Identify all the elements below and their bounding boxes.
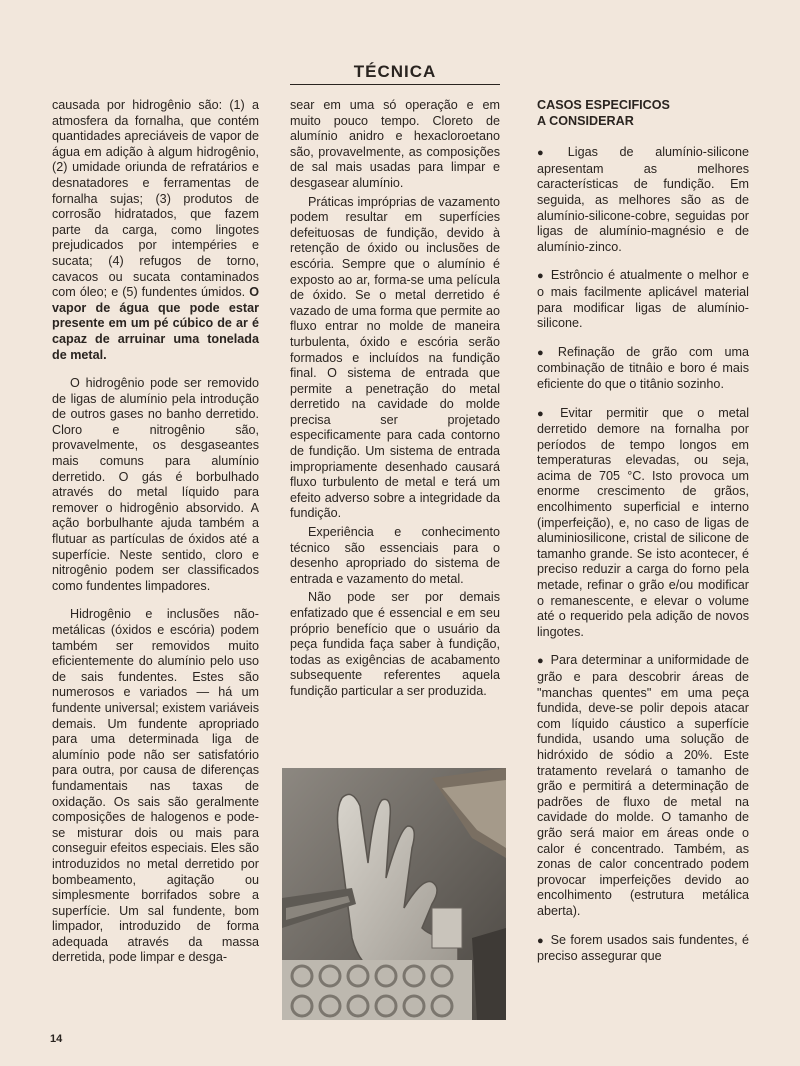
paragraph: Hidrogênio e inclusões não-metálicas (óxidos e escória) podem também ser removidos muito eficientemente do alumínio pelo uso de sais fundentes. Estes são numerosos e variados — há um fundente universal; existem variáveis demais. Um fundente apropriado para uma determinada liga de alumínio pode não ser satisfatório para outra, por causa de diferenças fundamentais nas taxas de oxidação. Os sais são geralmente composições de halogenos e pode-se misturar dois ou mais para conseguir efeitos especiais. Eles são introduzidos no metal derretido por bombeamento, agitação ou simplesmente borrifados sobre a superfície. Um sal fundente, bom limpador, introduzido de forma adequada através da massa derretida, pode limpar e desga- [52,607,259,965]
paragraph: sear em uma só operação e em muito pouco tempo. Cloreto de alumínio anidro e hexacloroetano são, provavelmente, as composições de sal mais usadas para limpar e desgasear alumínio. [290,98,500,190]
emphasis-text: O vapor de água que pode estar presente em um pé cúbico de ar é capaz de arruinar uma tonelada de metal. [52,285,259,362]
section-heading-line: CASOS ESPECIFICOS [537,98,670,112]
paragraph: Práticas impróprias de vazamento podem resultar em superfícies defeituosas de fundição, devido à retenção de óxido ou inclusões de escória. Sempre que o alumínio é exposto ao ar, forma-se uma película de óxido. Se o metal derretido é vazado de uma forma que permite ao fluxo entrar no molde de maneira turbulenta, óxido e escória serão formados e incluídos na fundição final. O sistema de entrada que permite a penetração do metal derretido na cavidade do molde precisa ser projetado especificamente para cada contorno de fundição. Um sistema de entrada impropriamente desenhado causará fluxo turbulento de metal e terá um efeito adverso sobre a integridade da fundição. [290,194,500,521]
page-header-title: TÉCNICA [353,62,437,81]
text-column-1 [52,98,259,979]
header-rule [290,84,500,85]
paragraph: O hidrogênio pode ser removido de ligas de alumínio pela introdução de outros gases no banho derretido. Cloro e nitrogênio são, provavelmente, os desgaseantes mais comuns para alumínio derretido. O gás é borbulhado através do metal líquido para remover o hidrogênio absorvido. A ação borbulhante ajuda também a flutuar as partículas de óxidos até a superfície. Neste sentido, cloro e nitrogênio podem ser classificados como fundentes limpadores. [52,376,259,593]
bullet-item: ● Estrôncio é atualmente o melhor e o mais facilmente aplicável material para modificar ligas de alumínio-silicone. [537,268,749,331]
text-column-3 [537,98,749,978]
section-heading [537,98,749,129]
page-number: 14 [50,1033,63,1045]
section-heading-line: A CONSIDERAR [537,113,634,128]
bullet-item: ● Refinação de grão com uma combinação de titnâio e boro é mais eficiente do que o titânio sozinho. [537,345,749,393]
paragraph: Experiência e conhecimento técnico são essenciais para o desenho apropriado do sistema de entrada e vazamento do metal. [290,525,500,586]
casting-photo [282,768,506,1020]
text-column-2 [290,98,500,703]
paragraph: Não pode ser por demais enfatizado que é essencial e em seu próprio benefício que o usuário da peça fundida faça saber à fundição, todas as exigências de acabamento subsequente referentes aquela fundição particular a ser produzida. [290,590,500,698]
paragraph [52,98,259,363]
casting-illustration [282,768,506,1020]
bullet-item: ● Evitar permitir que o metal derretido demore na fornalha por períodos de tempo longos em temperaturas elevadas, ou seja, acima de 705 °C. Isto provoca um enorme crescimento de grãos, encolhimento superficial e interno (imperfeição), e, no caso de ligas de aluminiosilicone, cristal de silicone de tamanho grande. Se isto acontecer, é preciso reduzir a carga do forno pela metade, refinar o grão e/ou modificar o remanescente, e elevar o volume até o requerido pela adição de novos lingotes. [537,406,749,641]
bullet-item: ● Para determinar a uniformidade de grão e para descobrir áreas de "manchas quentes" em uma peça fundida, deve-se polir depois atacar com líquido cáustico a superfície fundida, usando uma solução de hidróxido de sódio a 20%. Este tratamento revelará o tamanho de grão e permitirá a determinação de padrões de fluxo de metal na cavidade do molde. O tamanho de grão será maior em áreas onde o calor é concentrado. Também, as zonas de calor concentrado podem provocar imperfeições devido ao encolhimento (estrutura metálica aberta). [537,653,749,919]
bullet-item: ● Se forem usados sais fundentes, é preciso assegurar que [537,933,749,965]
bullet-item: ● Ligas de alumínio-silicone apresentam as melhores características de fundição. Em seguida, as melhores são as de alumínio-silicone-cobre, seguidas por ligas de alumínio-magnésio e de alumínio-zinco. [537,145,749,255]
paragraph-text: causada por hidrogênio são: (1) a atmosfera da fornalha, que contém quantidades apreciáveis de vapor de água em adição à algum hidrogênio, (2) umidade oriunda de refratários e desnatadores e ferramentas de fornalha sujas; (3) produtos de corrosão hidratados, que fazem parte da carga, como lingotes prejudicados por intempéries e sucata; (4) refugos de torno, cavacos ou sucata contaminados com óleo; e (5) fundentes úmidos. [52,98,259,300]
